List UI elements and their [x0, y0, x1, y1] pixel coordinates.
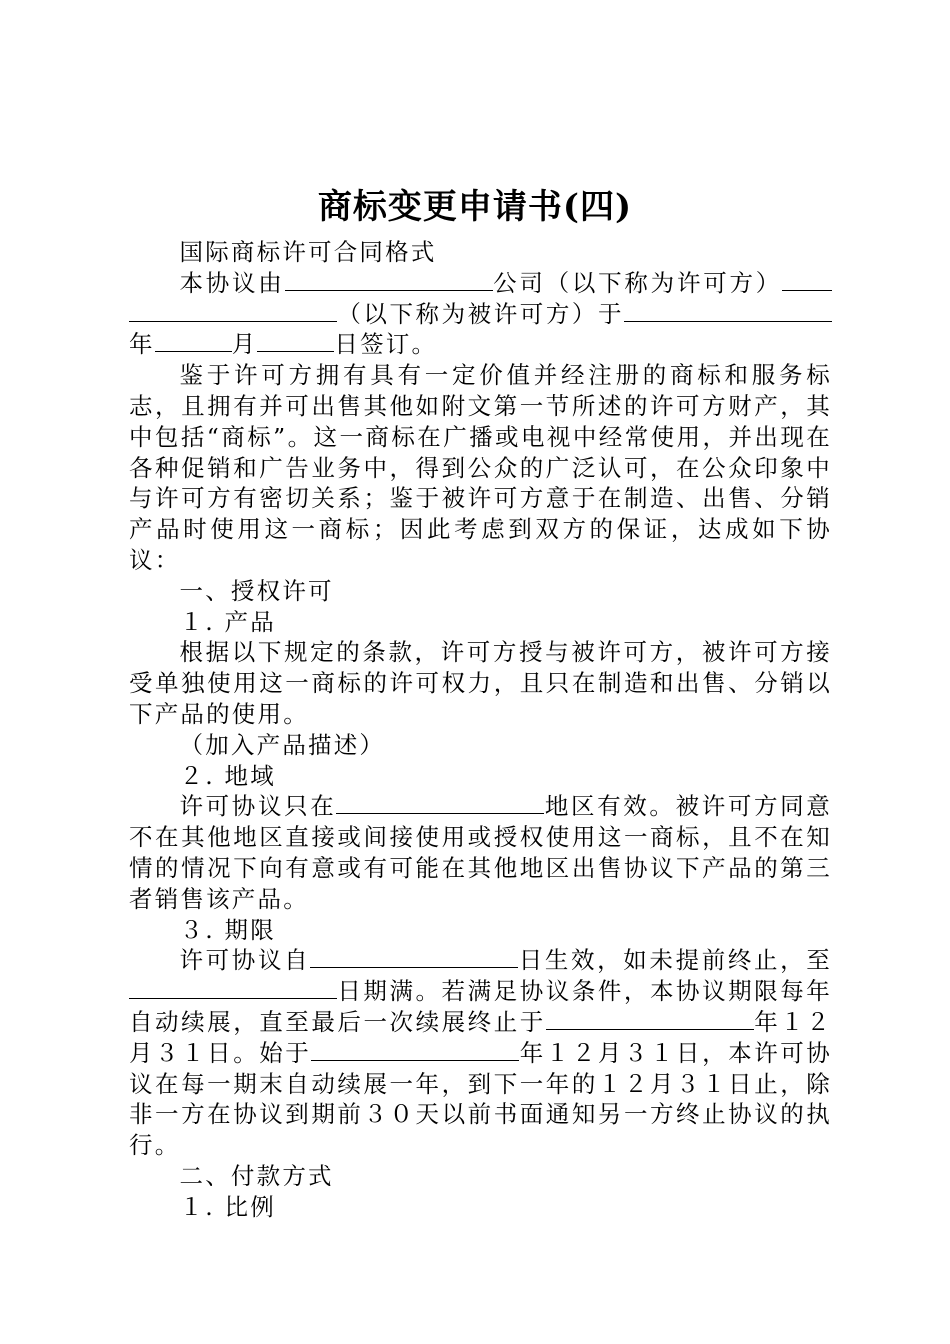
date-blank [624, 301, 832, 322]
subsection-heading-text: １. 比例 [179, 1192, 276, 1221]
subsection-heading-term [129, 915, 832, 946]
section-heading-text: 一、授权许可 [179, 576, 334, 605]
text-segment: 日期满。若满足协议条件，本协议期限每年自动续展，直至最后一次续展终止于 [129, 977, 832, 1036]
recital-text: 鉴于许可方拥有具有一定价值并经注册的商标和服务标志，且拥有并可出售其他如附文第一节所述的许可方财产，其中包括“商标”。这一商标在广播或电视中经常使用，并出现在各种促销和广告业务中，得到公众的广泛认可，在公众印象中与许可方有密切关系；鉴于被许可方意于在制造、出售、分销产品时使用这一商标；因此考虑到双方的保证，达成如下协议： [129, 361, 832, 574]
subsection-heading-ratio [129, 1192, 832, 1223]
text-segment: 许可协议只在 [179, 792, 337, 821]
product-paragraph [129, 637, 832, 729]
section-heading-text: 二、付款方式 [179, 1161, 334, 1190]
product-text: 根据以下规定的条款，许可方授与被许可方，被许可方接受单独使用这一商标的许可权力，且只在制造和出售、分销以下产品的使用。 [129, 638, 832, 728]
day-blank [257, 331, 334, 352]
text-segment: 年１２月３１日，本许可协议在每一期末自动续展一年，到下一年的１２月３１日止，除非一方在协议到期前３０天以前书面通知另一方终止协议的执行。 [129, 1038, 832, 1160]
subtitle-text: 国际商标许可合同格式 [179, 238, 437, 266]
start-year-blank [311, 1040, 519, 1061]
section-heading-1 [129, 576, 832, 607]
text-segment: 本协议由 [179, 268, 285, 297]
text-segment: （以下称为被许可方）于 [337, 299, 624, 328]
expiry-date-blank [129, 978, 337, 999]
month-blank [155, 331, 232, 352]
product-description-note [129, 730, 832, 761]
subsection-heading-text: ２. 地域 [179, 761, 276, 790]
subsection-heading-product [129, 607, 832, 638]
licensor-blank [285, 270, 493, 291]
section-heading-2 [129, 1161, 832, 1192]
product-description-text: （加入产品描述） [179, 730, 386, 759]
text-segment: 年 [129, 330, 155, 359]
text-segment: 月 [231, 330, 258, 359]
subsection-heading-text: １. 产品 [179, 607, 276, 636]
agreement-parties-paragraph [129, 268, 832, 360]
licensee-blank [129, 301, 337, 322]
text-segment: 公司（以下称为许可方） [492, 268, 782, 297]
recital-paragraph [129, 360, 832, 576]
licensee-blank-start [782, 270, 832, 291]
text-segment: 地区有效。被许可方同意不在其他地区直接或间接使用或授权使用这一商标，且不在知情的情况下向有意或有可能在其他地区出售协议下产品的第三者销售该产品。 [129, 792, 832, 913]
final-year-blank [546, 1009, 754, 1030]
text-segment: 年１２月３１日。始于 [129, 1007, 832, 1067]
subsection-heading-territory [129, 761, 832, 792]
territory-paragraph [129, 791, 832, 914]
territory-blank [336, 793, 544, 814]
text-segment: 日签订。 [334, 330, 438, 359]
subtitle-paragraph [129, 237, 832, 268]
subsection-heading-text: ３. 期限 [179, 915, 276, 944]
effective-date-blank [310, 947, 518, 968]
text-segment: 许可协议自 [179, 946, 311, 975]
document-title: 商标变更申请书(四) [317, 187, 633, 227]
document-body [129, 237, 832, 1223]
text-segment: 日生效，如未提前终止，至 [518, 946, 832, 975]
term-paragraph [129, 945, 832, 1161]
